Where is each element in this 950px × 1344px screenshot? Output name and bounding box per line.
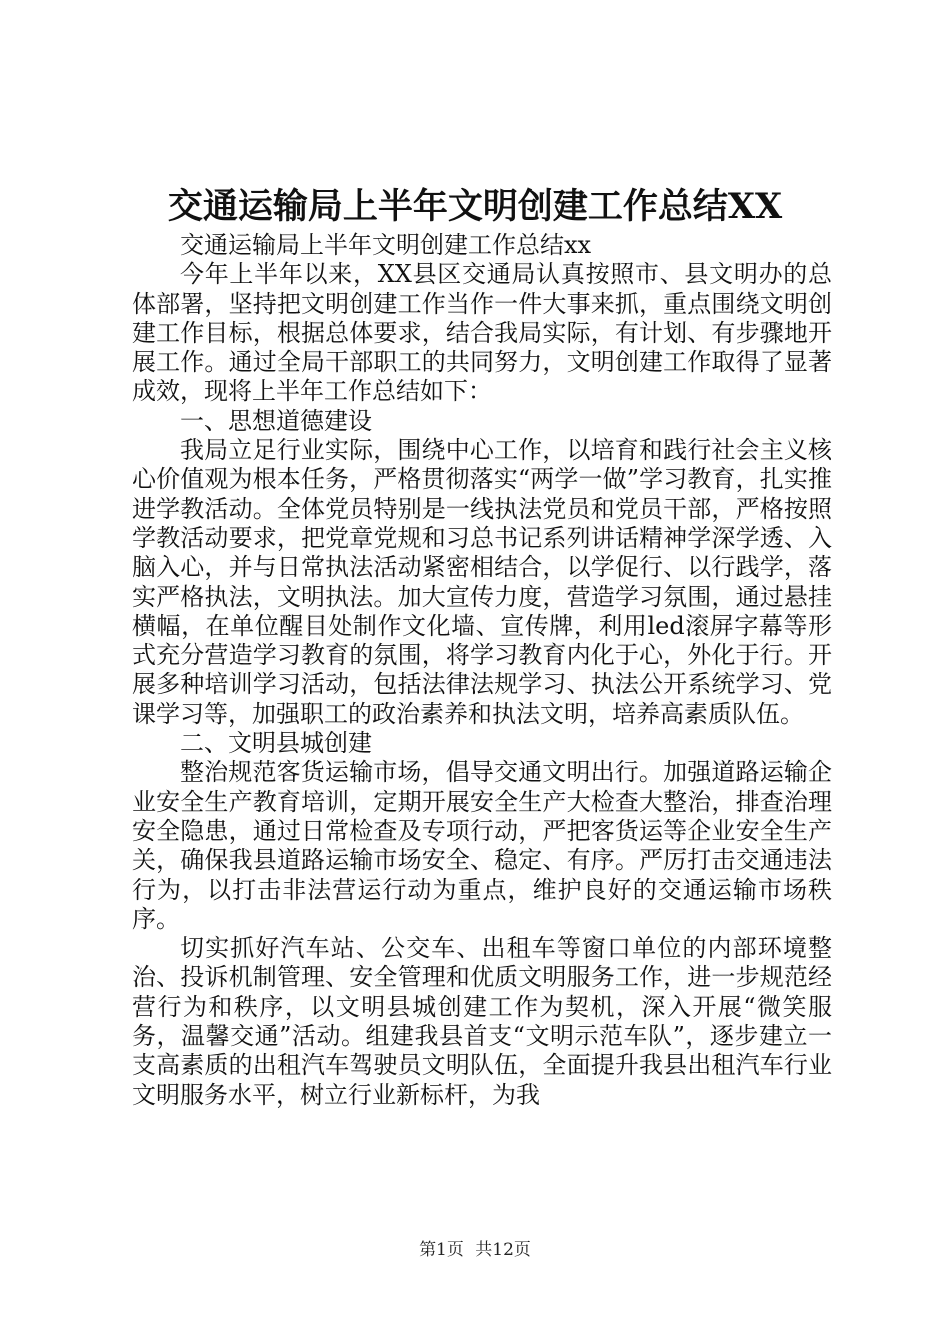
subtitle-paragraph: 交通运输局上半年文明创建工作总结xx — [180, 231, 592, 259]
intro-paragraph: 今年上半年以来，XX县区交通局认真按照市、县文明办的总体部署，坚持把文明创建工作当作一件大事来抓，重点围绕文明创建工作目标，根据总体要求，结合我局实际，有计划、有步骤地开展工作。通过全局干部职工的共同努力，文明创建工作取得了显著成效，现将上半年工作总结如下： — [132, 260, 832, 406]
section-heading-2: 二、文明县城创建 — [180, 729, 372, 758]
document-title: 交通运输局上半年文明创建工作总结XX — [167, 186, 783, 227]
section-2-paragraph-2: 切实抓好汽车站、公交车、出租车等窗口单位的内部环境整治、投诉机制管理、安全管理和优质文明服务工作，进一步规范经营行为和秩序，以文明县城创建工作为契机，深入开展“微笑服务，温馨交通”活动。组建我县首支“文明示范车队”，逐步建立一支高素质的出租汽车驾驶员文明队伍，全面提升我县出租汽车行业文明服务水平，树立行业新标杆，为我 — [132, 934, 832, 1109]
page-footer — [0, 1239, 950, 1261]
page-total: 共12页 — [475, 1240, 531, 1260]
section-heading-1: 一、思想道德建设 — [180, 406, 372, 435]
section-2-paragraph-1: 整治规范客货运输市场，倡导交通文明出行。加强道路运输企业安全生产教育培训，定期开展安全生产大检查大整治，排查治理安全隐患，通过日常检查及专项行动，严把客货运等企业安全生产关，确保我县道路运输市场安全、稳定、有序。严厉打击交通违法行为，以打击非法营运行动为重点，维护良好的交通运输市场秩序。 — [132, 758, 832, 933]
document-body — [132, 231, 832, 1110]
section-1-paragraph: 我局立足行业实际，围绕中心工作，以培育和践行社会主义核心价值观为根本任务，严格贯彻落实“两学一做”学习教育，扎实推进学教活动。全体党员特别是一线执法党员和党员干部，严格按照学教活动要求，把党章党规和习总书记系列讲话精神学深学透、入脑入心，并与日常执法活动紧密相结合，以学促行、以行践学，落实严格执法，文明执法。加大宣传力度，营造学习氛围，通过悬挂横幅，在单位醒目处制作文化墙、宣传牌，利用led滚屏字幕等形式充分营造学习教育的氛围，将学习教育内化于心，外化于行。开展多种培训学习活动，包括法律法规学习、执法公开系统学习、党课学习等，加强职工的政治素养和执法文明，培养高素质队伍。 — [132, 436, 832, 728]
page-number: 第1页 — [419, 1240, 464, 1260]
